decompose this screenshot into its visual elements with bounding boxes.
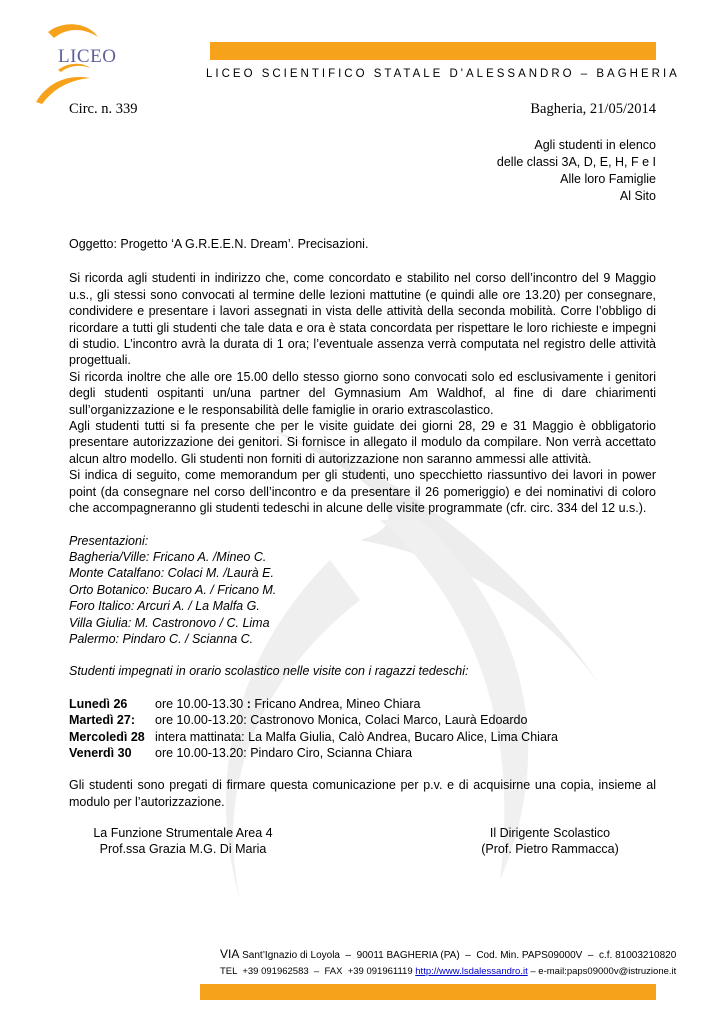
signature-role: La Funzione Strumentale Area 4: [93, 826, 273, 840]
closing-paragraph: Gli studenti sono pregati di firmare questa comunicazione per p.v. e di acquisirne una copia, insieme al modulo per l’autorizzazione.: [69, 778, 656, 809]
place-date: Bagheria, 21/05/2014: [530, 101, 656, 117]
schedule-sep: :: [241, 729, 249, 744]
recipient-line: delle classi 3A, D, E, H, F e I: [496, 155, 656, 169]
schedule-row: [69, 745, 656, 761]
recipient-line: Agli studenti in elenco: [534, 138, 656, 152]
schedule-row: [69, 696, 656, 712]
schedule-title: Studenti impegnati in orario scolastico nelle visite con i ragazzi tedeschi:: [69, 664, 469, 679]
presentation-item: Bagheria/Ville: Fricano A. /Mineo C.: [69, 549, 267, 564]
presentation-item: Orto Botanico: Bucaro A. / Fricano M.: [69, 582, 277, 597]
presentations-title: Presentazioni:: [69, 533, 149, 548]
schedule-day: Mercoledì 28: [69, 729, 145, 744]
footer-address-text: Sant’Ignazio di Loyola – 90011 BAGHERIA (PA) – Cod. Min. PAPS09000V – c.f. 81003210820: [242, 950, 677, 961]
footer-via: VIA: [220, 947, 240, 961]
schedule-sep: :: [243, 745, 251, 760]
schedule-time: ore 10.00-13.20: [155, 713, 244, 728]
schedule-row: [69, 712, 656, 728]
letter-body: [69, 236, 656, 810]
presentation-item: Monte Catalfano: Colaci M. /Laurà E.: [69, 566, 274, 581]
logo-text: LICEO: [58, 46, 117, 67]
recipient-line: Alle loro Famiglie: [560, 172, 656, 186]
schedule-time: ore 10.00-13.20: [155, 745, 244, 760]
presentation-item: Palermo: Pindaro C. / Scianna C.: [69, 631, 254, 646]
recipients: [497, 137, 656, 205]
body-paragraph: Agli studenti tutti si fa presente che per le visite guidate dei giorni 28, 29 e 31 Maggio è obbligatorio presentare autorizzazione dei genitori. Si fornisce in allegato il modulo da compilare. Non verrà accettato alcun altro modello. Gli studenti non forniti di autorizzazione non saranno ammessi alle attività.: [69, 419, 656, 466]
schedule-day: Martedì 27:: [69, 713, 135, 728]
schedule-row: [69, 729, 656, 745]
signature-name: (Prof. Pietro Rammacca): [481, 842, 619, 857]
schedule-sep: :: [243, 696, 255, 711]
schedule-time: intera mattinata: [155, 729, 242, 744]
footer-address: [220, 947, 676, 961]
signature-name: Prof.ssa Grazia M.G. Di Maria: [99, 842, 267, 857]
signature-role: Il Dirigente Scolastico: [489, 826, 611, 840]
schedule-sep: :: [243, 713, 251, 728]
school-name: LICEO SCIENTIFICO STATALE D'ALESSANDRO – BAGHERIA: [206, 68, 680, 80]
presentation-item: Foro Italico: Arcuri A. / La Malfa G.: [69, 599, 260, 614]
schedule-day: Lunedì 26: [69, 696, 128, 711]
schedule-names: Pindaro Ciro, Scianna Chiara: [250, 745, 413, 760]
schedule-names: La Malfa Giulia, Calò Andrea, Bucaro Alice, Lima Chiara: [248, 729, 559, 744]
header-bar: [210, 42, 656, 60]
schedule-names: Castronovo Monica, Colaci Marco, Laurà Edoardo: [250, 713, 528, 728]
schedule-time: ore 10.00-13.30: [155, 696, 244, 711]
footer-phones: TEL +39 091962583 – FAX +39 091961119: [220, 966, 413, 977]
circular-number: Circ. n. 339: [69, 101, 138, 117]
body-paragraph: Si indica di seguito, come memorandum per gli studenti, uno specchietto riassuntivo dei lavori in power point (da consegnare nel corso dell’incontro e da presentare il 26 pomeriggio) e dei nominativi di coloro che accompagneranno gli studenti tedeschi in alcune delle visite programmate (cfr. circ. 334 del 12 u.s.).: [69, 468, 656, 516]
signature-right: [460, 825, 640, 858]
subject-line: Oggetto: Progetto ‘A G.R.E.E.N. Dream’. Precisazioni.: [69, 237, 369, 251]
signature-left: [88, 825, 278, 858]
schedule-day: Venerdì 30: [69, 745, 132, 760]
footer-bar: [200, 984, 656, 1000]
presentation-item: Villa Giulia: M. Castronovo / C. Lima: [69, 615, 270, 630]
footer-email: – e-mail:paps09000v@istruzione.it: [527, 966, 677, 977]
footer-website-link[interactable]: http://www.lsdalessandro.it: [415, 966, 528, 977]
body-paragraph: Si ricorda agli studenti in indirizzo che, come concordato e stabilito nel corso dell’incontro del 9 Maggio u.s., gli stessi sono convocati al termine delle lezioni mattutine (e quindi alle ore 13.20) per consegnare, condividere e presentare i lavori assegnati in vista delle attività della seconda mobilità. Corre l’obbligo di ricordare a tutti gli studenti che tale data e ora è stata concordata per rispettare le loro richieste e impegni di studio. L’incontro avrà la durata di 1 ora; l’eventuale assenza verrà computata nel registro delle attività progettuali.: [69, 271, 656, 368]
footer-contacts: [220, 966, 676, 977]
body-paragraph: Si ricorda inoltre che alle ore 15.00 dello stesso giorno sono convocati solo ed esclusivamente i genitori degli studenti ospitanti un/una partner del Gymnasium Am Waldhof, al fine di dare chiarimenti sull’organizzazione e le responsabilità delle famiglie in orario extrascolastico.: [69, 369, 656, 417]
schedule-names: Fricano Andrea, Mineo Chiara: [254, 696, 421, 711]
recipient-line: Al Sito: [619, 189, 656, 203]
